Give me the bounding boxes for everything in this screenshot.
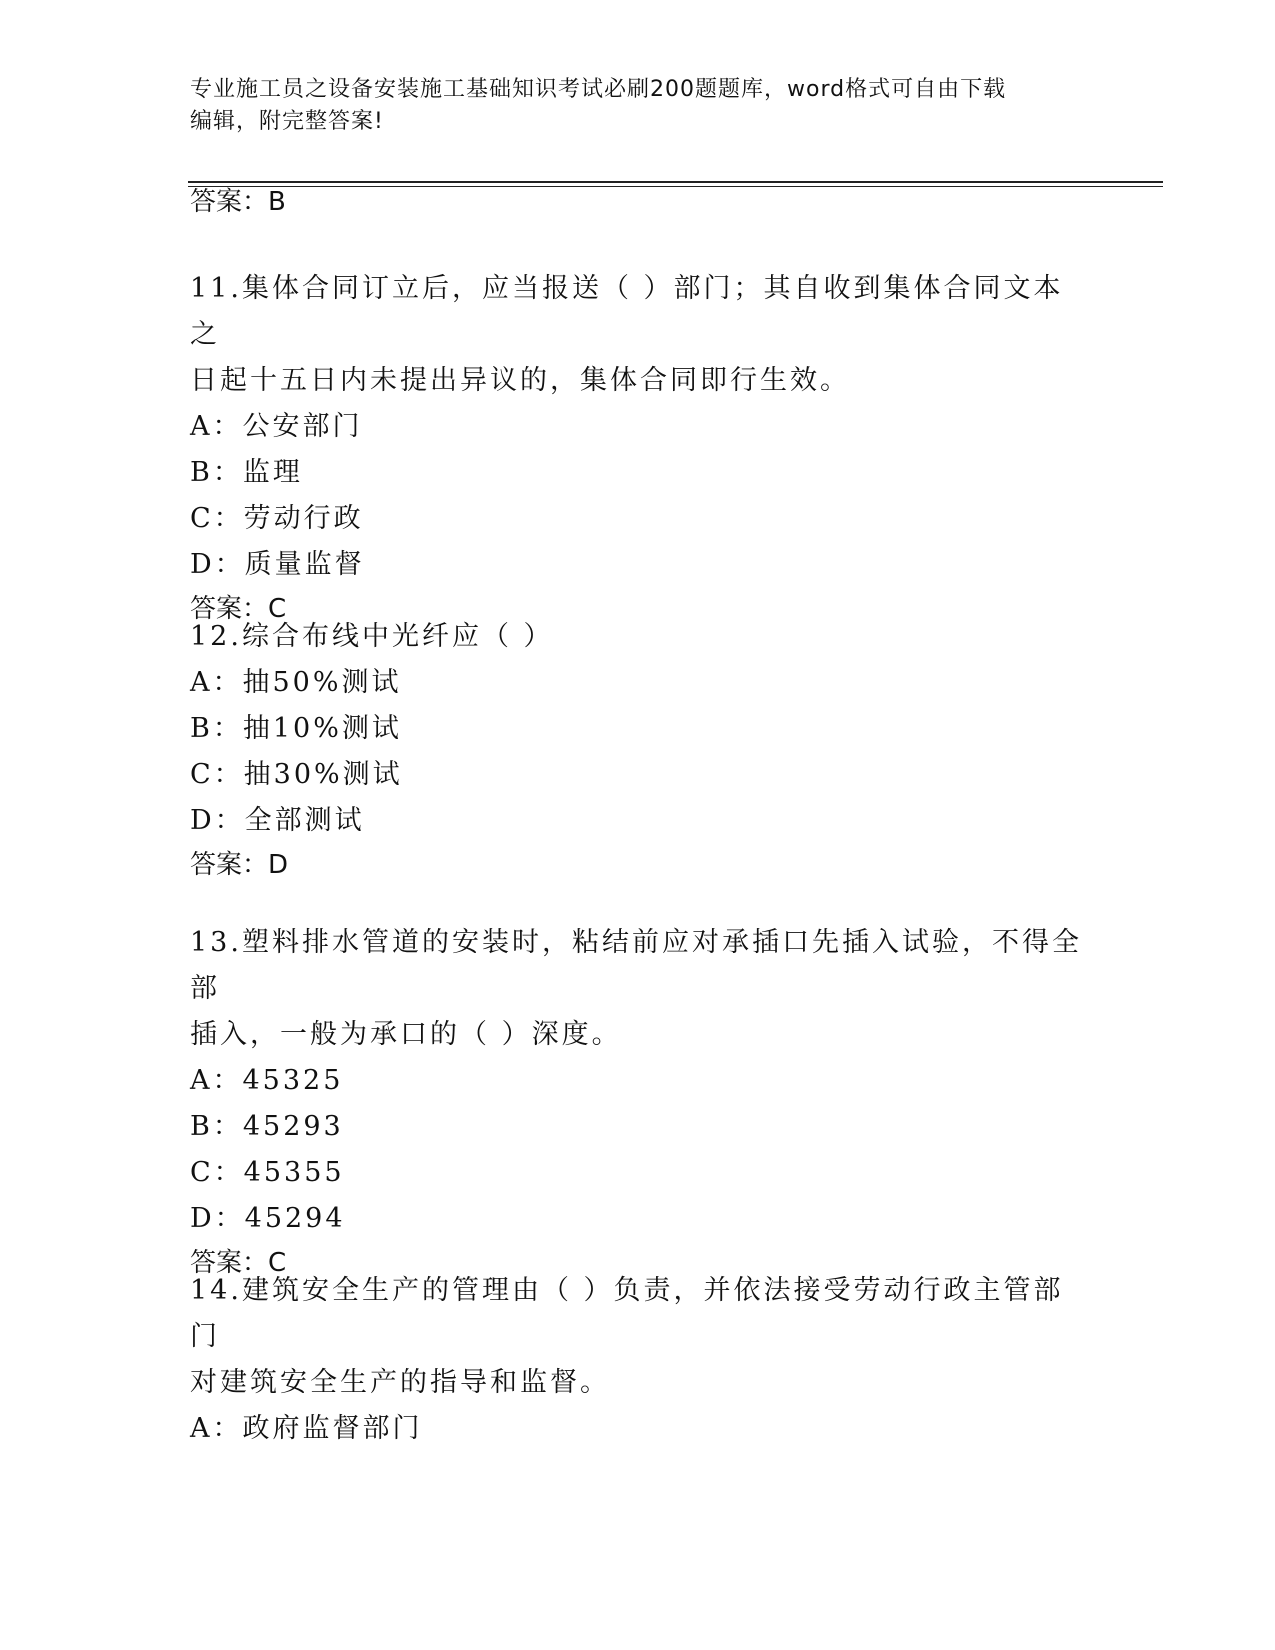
question-12 xyxy=(190,614,1090,882)
option-b: B：抽10%测试 xyxy=(190,713,402,744)
question-text-continued: 对建筑安全生产的指导和监督。 xyxy=(190,1367,610,1398)
option-a: A：45325 xyxy=(190,1065,344,1096)
option-d: D：全部测试 xyxy=(190,805,365,836)
question-14 xyxy=(190,1268,1090,1452)
header-line-1: 专业施工员之设备安装施工基础知识考试必刷200题题库，word格式可自由下载 xyxy=(190,77,1007,102)
option-d: D：质量监督 xyxy=(190,549,365,580)
option-b: B：45293 xyxy=(190,1111,344,1142)
question-11 xyxy=(190,266,1090,626)
option-c: C：劳动行政 xyxy=(190,503,364,534)
question-text: 11.集体合同订立后，应当报送（ ）部门；其自收到集体合同文本之 xyxy=(190,273,1064,350)
option-a: A：公安部门 xyxy=(190,411,363,442)
document-header xyxy=(190,74,1090,138)
option-d: D：45294 xyxy=(190,1203,346,1234)
answer-line: 答案：C xyxy=(190,594,287,624)
option-b: B：监理 xyxy=(190,457,303,488)
question-text-continued: 插入，一般为承口的（ ）深度。 xyxy=(190,1019,622,1050)
answer-line: 答案：D xyxy=(190,850,289,880)
option-c: C：45355 xyxy=(190,1157,345,1188)
option-a: A：抽50%测试 xyxy=(190,667,402,698)
question-text: 13.塑料排水管道的安装时，粘结前应对承插口先插入试验，不得全部 xyxy=(190,927,1082,1004)
option-a: A：政府监督部门 xyxy=(190,1413,423,1444)
question-text-continued: 日起十五日内未提出异议的，集体合同即行生效。 xyxy=(190,365,850,396)
header-line-2: 编辑，附完整答案! xyxy=(190,109,384,134)
answer-line: 答案：C xyxy=(190,1248,287,1278)
answer-line: 答案：B xyxy=(190,187,286,217)
question-13 xyxy=(190,920,1090,1280)
option-c: C：抽30%测试 xyxy=(190,759,403,790)
question-text: 14.建筑安全生产的管理由（ ）负责，并依法接受劳动行政主管部门 xyxy=(190,1275,1064,1352)
header-divider-thick xyxy=(188,181,1163,183)
question-text: 12.综合布线中光纤应（ ） xyxy=(190,621,554,652)
